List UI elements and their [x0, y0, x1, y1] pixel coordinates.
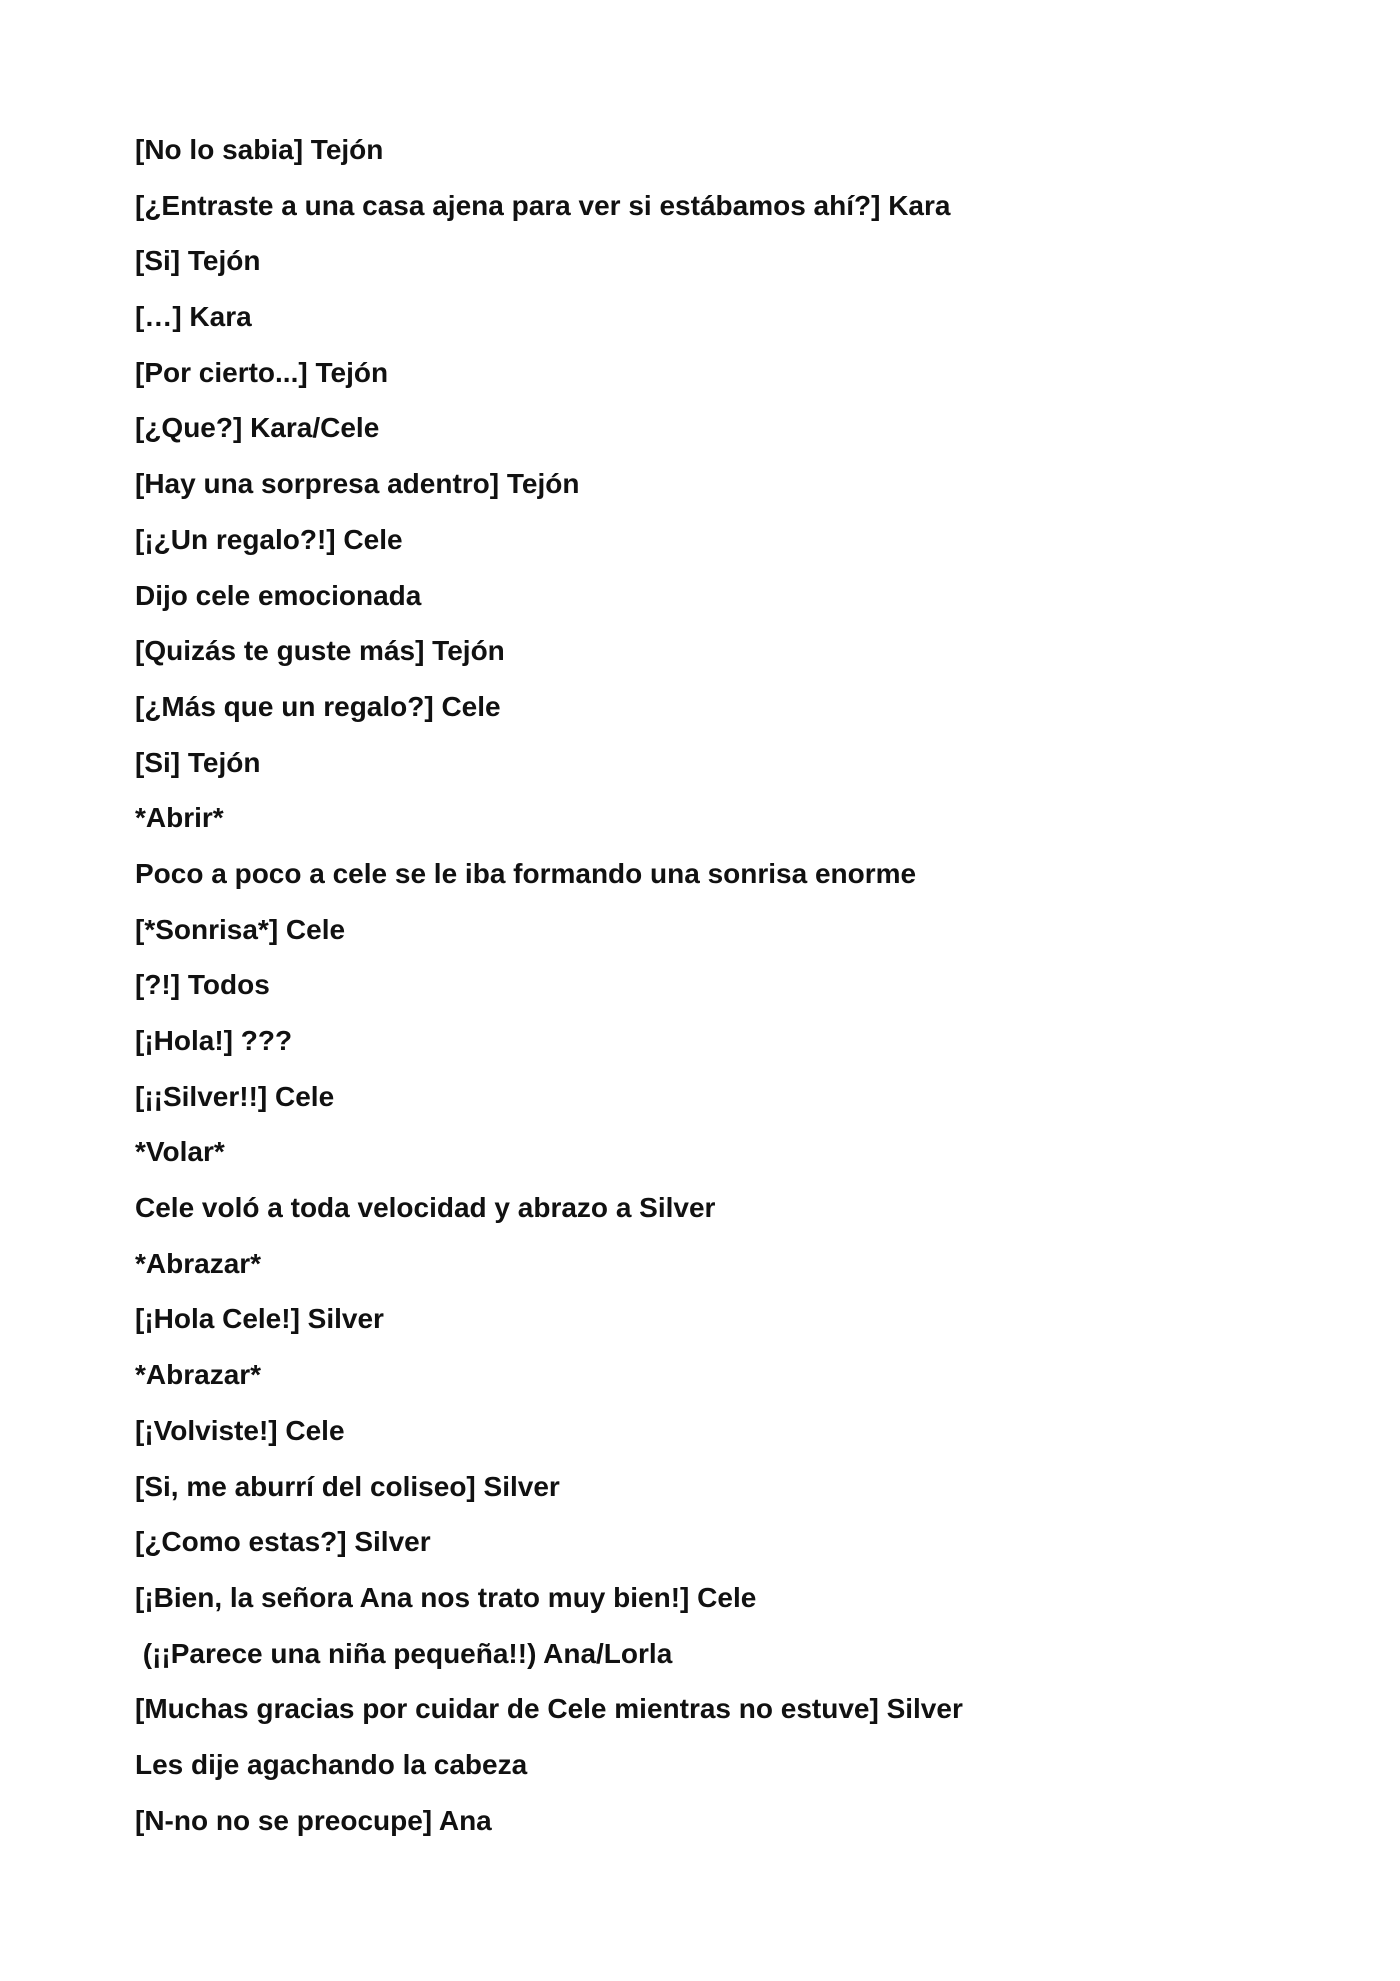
text-line: [?!] Todos	[135, 969, 270, 1001]
dialogue-lines	[135, 128, 1335, 1854]
text-line: [No lo sabia] Tejón	[135, 134, 384, 165]
text-line: [¡Hola!] ???	[135, 1025, 293, 1056]
text-line: Dijo cele emocionada	[135, 579, 422, 611]
text-line: [Hay una sorpresa adentro] Tejón	[135, 468, 580, 500]
text-line: [N-no no se preocupe] Ana	[135, 1804, 492, 1836]
text-line: Les dije agachando la cabeza	[135, 1748, 528, 1780]
text-line: *Abrir*	[135, 802, 224, 834]
text-line: [Por cierto...] Tejón	[135, 356, 389, 388]
text-line: *Volar*	[135, 1136, 225, 1168]
text-line: [¡Bien, la señora Ana nos trato muy bien!] Cele	[135, 1581, 757, 1613]
text-line: [¿Más que un regalo?] Cele	[135, 690, 501, 722]
text-line: [¡Hola Cele!] Silver	[135, 1303, 384, 1335]
text-line: (¡¡Parece una niña pequeña!!) Ana/Lorla	[135, 1637, 673, 1669]
text-line: [¿Como estas?] Silver	[135, 1526, 431, 1558]
text-line: *Abrazar*	[135, 1359, 262, 1391]
text-line: [¿Entraste a una casa ajena para ver si estábamos ahí?] Kara	[135, 189, 951, 221]
text-line: [*Sonrisa*] Cele	[135, 913, 346, 945]
text-line: [Si] Tejón	[135, 746, 261, 778]
text-line: Cele voló a toda velocidad y abrazo a Silver	[135, 1192, 716, 1224]
text-line: [Quizás te guste más] Tejón	[135, 635, 505, 667]
text-line: [Muchas gracias por cuidar de Cele mientras no estuve] Silver	[135, 1693, 963, 1725]
text-line: [¿Que?] Kara/Cele	[135, 412, 380, 444]
text-line: *Abrazar*	[135, 1247, 262, 1279]
text-line: [¡¿Un regalo?!] Cele	[135, 523, 403, 555]
text-line: Poco a poco a cele se le iba formando una sonrisa enorme	[135, 857, 917, 889]
text-line: [¡¡Silver!!] Cele	[135, 1080, 335, 1112]
text-line: […] Kara	[135, 301, 252, 333]
text-line: [Si, me aburrí del coliseo] Silver	[135, 1470, 560, 1502]
text-line: [¡Volviste!] Cele	[135, 1414, 345, 1446]
text-line: [Si] Tejón	[135, 245, 261, 277]
